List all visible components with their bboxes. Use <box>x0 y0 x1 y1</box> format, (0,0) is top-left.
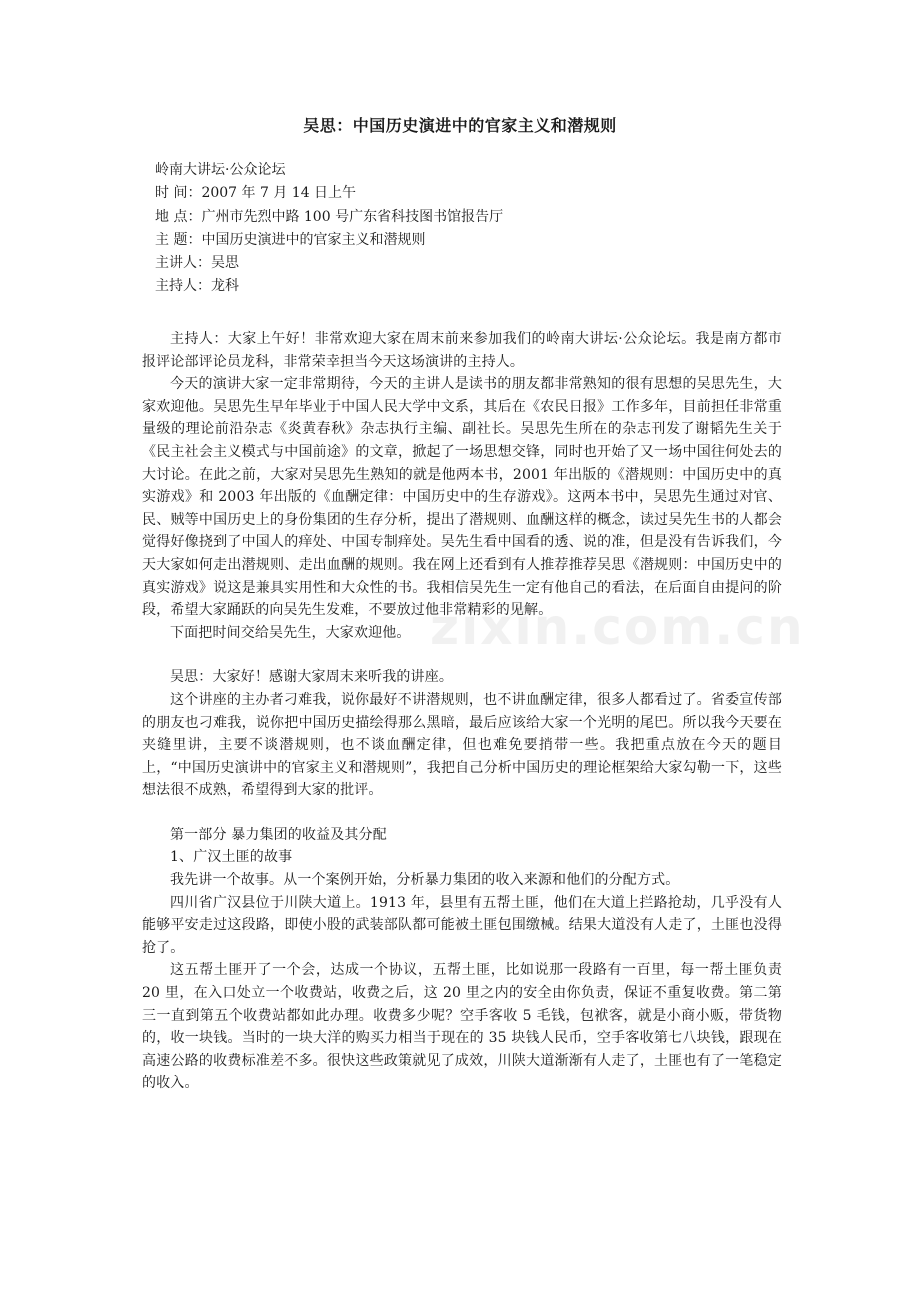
paragraph-speaker-greeting: 吴思：大家好！感谢大家周末来听我的讲座。 <box>170 669 453 686</box>
paragraph-host-handover: 下面把时间交给吴先生，大家欢迎他。 <box>170 624 411 641</box>
event-time: 时 间：2007 年 7 月 14 日上午 <box>155 185 357 202</box>
event-info <box>155 159 503 299</box>
event-speaker: 主讲人：吴思 <box>155 255 239 272</box>
section-heading: 第一部分 暴力集团的收益及其分配 <box>170 826 387 843</box>
event-location: 地 点：广州市先烈中路 100 号广东省科技图书馆报告厅 <box>155 208 504 225</box>
watermark: zixin.com.cn <box>430 598 805 656</box>
document-body <box>142 328 782 1095</box>
page-title: 吴思：中国历史演进中的官家主义和潜规则 <box>303 116 617 135</box>
event-series: 岭南大讲坛·公众论坛 <box>155 162 286 178</box>
paragraph-story-background: 四川省广汉县位于川陕大道上。1913 年，县里有五帮土匪，他们在大道上拦路抢劫，几乎没有人能够平安走过这段路，即使小股的武装部队都可能被土匪包围缴械。结果大道没有人走了，土匪也没得抢了。 <box>142 894 782 956</box>
paragraph-host-intro: 今天的演讲大家一定非常期待，今天的主讲人是读书的朋友都非常熟知的很有思想的吴思先生，大家欢迎他。吴思先生早年毕业于中国人民大学中文系，其后在《农民日报》工作多年，目前担任非常重量级的理论前沿杂志《炎黄春秋》杂志执行主编、副社长。吴思先生所在的杂志刊发了谢韬先生关于《民主社会主义模式与中国前途》的文章，掀起了一场思想交锋，同时也开始了又一场中国往何处去的大讨论。在此之前，大家对吴思先生熟知的就是他两本书，2001 年出版的《潜规则：中国历史中的真实游戏》和 2003 年出版的《血酬定律：中国历史中的生存游戏》。这两本书中，吴思先生通过对官、民、贼等中国历史上的身份集团的生存分析，提出了潜规则、血酬这样的概念，读过吴先生书的人都会觉得好像挠到了中国人的痒处、中国专制痒处。吴先生看中国看的透、说的准，但是没有告诉我们，今天大家如何走出潜规则、走出血酬的规则。我在网上还看到有人推荐推荐吴思《潜规则：中国历史中的真实游戏》说这是兼具实用性和大众性的书。我相信吴先生一定有他自己的看法，在后面自由提问的阶段，希望大家踊跃的向吴先生发难，不要放过他非常精彩的见解。 <box>142 376 782 619</box>
subsection-heading: 1、广汉土匪的故事 <box>170 849 293 866</box>
paragraph-story-agreement: 这五帮土匪开了一个会，达成一个协议，五帮土匪，比如说那一段路有一百里，每一帮土匪负责 20 里，在入口处立一个收费站，收费之后，这 20 里之内的安全由你负责，保证不重复收费。第二第三一直到第五个收费站都如此办理。收费多少呢？空手客收 5 毛钱，包袱客，就是小商小贩，带货物的，收一块钱。当时的一块大洋的购买力相当于现在的 35 块钱人民币，空手客收第七八块钱，跟现在高速公路的收费标准差不多。很快这些政策就见了成效，川陕大道渐渐有人走了，土匪也有了一笔稳定的收入。 <box>142 962 782 1092</box>
paragraph-speaker-preface: 这个讲座的主办者刁难我，说你最好不讲潜规则，也不讲血酬定律，很多人都看过了。省委宣传部的朋友也刁难我，说你把中国历史描绘得那么黑暗，最后应该给大家一个光明的尾巴。所以我今天要在夹缝里讲，主要不谈潜规则，也不谈血酬定律，但也难免要捎带一些。我把重点放在今天的题目上，“中国历史演讲中的官家主义和潜规则”，我把自己分析中国历史的理论框架给大家勾勒一下，这些想法很不成熟，希望得到大家的批评。 <box>142 691 782 799</box>
paragraph-story-intro: 我先讲一个故事。从一个案例开始，分析暴力集团的收入来源和他们的分配方式。 <box>170 872 680 889</box>
event-topic: 主 题：中国历史演进中的官家主义和潜规则 <box>155 231 426 248</box>
paragraph-host-welcome: 主持人：大家上午好！非常欢迎大家在周末前来参加我们的岭南大讲坛·公众论坛。我是南方都市报评论部评论员龙科，非常荣幸担当今天这场演讲的主持人。 <box>142 331 782 370</box>
event-host: 主持人：龙科 <box>155 278 239 295</box>
